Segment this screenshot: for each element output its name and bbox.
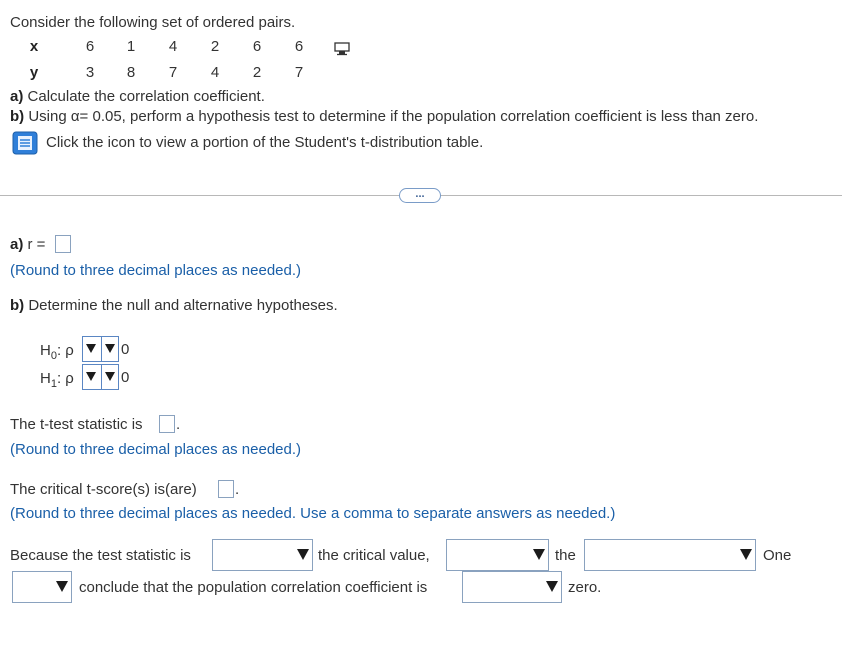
conclusion-text-6: zero. <box>568 579 602 596</box>
t-stat-label: The t-test statistic is <box>10 416 143 433</box>
part-a-text: Calculate the correlation coefficient. <box>27 88 265 105</box>
critical-note: (Round to three decimal places as needed. Use a comma to separate answers as needed.) <box>10 505 616 522</box>
chevron-down-icon <box>86 344 96 353</box>
question-intro: Consider the following set of ordered pairs. <box>10 14 296 31</box>
chevron-down-icon <box>56 581 68 592</box>
hypotheses-text: Determine the null and alternative hypotheses. <box>28 297 338 314</box>
conclusion-text-3: the <box>555 547 576 564</box>
h0-operator-select[interactable] <box>82 336 102 362</box>
r-label: r = <box>27 236 46 253</box>
table-cell: 6 <box>294 38 304 55</box>
chevron-down-icon <box>740 549 752 560</box>
table-cell: 6 <box>85 38 95 55</box>
h0-label <box>40 342 74 362</box>
copy-data-icon[interactable] <box>334 42 352 60</box>
part-a-label: a) <box>10 88 24 105</box>
t-table-icon[interactable] <box>12 131 38 159</box>
x-header: x <box>29 38 39 55</box>
t-stat-input[interactable] <box>159 415 175 433</box>
conclusion-text-1: Because the test statistic is <box>10 547 191 564</box>
part-b-instruction <box>10 108 758 125</box>
table-cell: 4 <box>210 64 220 81</box>
t-table-link[interactable]: Click the icon to view a portion of the Student's t-distribution table. <box>46 134 484 151</box>
table-cell: 8 <box>126 64 136 81</box>
chevron-down-icon <box>105 344 115 353</box>
table-cell: 3 <box>85 64 95 81</box>
critical-input[interactable] <box>218 480 234 498</box>
answer-b-label: b) <box>10 297 25 314</box>
chevron-down-icon <box>297 549 309 560</box>
relation-select[interactable] <box>462 571 562 603</box>
alpha-symbol: α <box>70 108 80 125</box>
critical-period: . <box>235 481 240 498</box>
t-stat-period: . <box>176 416 181 433</box>
part-b-label: b) <box>10 108 25 125</box>
hypotheses-instruction <box>10 297 338 314</box>
part-b-text-1: Using <box>28 108 67 125</box>
h1-letter: H <box>40 370 51 387</box>
part-a-instruction <box>10 88 265 105</box>
h1-rho: : ρ <box>56 370 74 387</box>
table-cell: 2 <box>210 38 220 55</box>
answer-a-label: a) <box>10 236 24 253</box>
r-input[interactable] <box>55 235 71 253</box>
decision-select[interactable] <box>446 539 549 571</box>
table-cell: 7 <box>168 64 178 81</box>
chevron-down-icon <box>86 372 96 381</box>
round-note-2: (Round to three decimal places as needed.) <box>10 441 302 458</box>
y-header: y <box>29 64 39 81</box>
conclusion-text-2: the critical value, <box>318 547 430 564</box>
conclusion-text-4: One <box>763 547 792 564</box>
table-cell: 4 <box>168 38 178 55</box>
comparison-select[interactable] <box>212 539 313 571</box>
r-row <box>10 236 45 253</box>
conclusion-text-5: conclude that the population correlation coefficient is <box>79 579 428 596</box>
chevron-down-icon <box>533 549 545 560</box>
table-cell: 2 <box>252 64 262 81</box>
h1-operator-select[interactable] <box>82 364 102 390</box>
h0-letter: H <box>40 342 51 359</box>
round-note: (Round to three decimal places as needed.) <box>10 262 302 279</box>
h0-value: 0 <box>121 341 130 358</box>
h1-subscript: 1 <box>50 378 57 390</box>
chevron-down-icon <box>546 581 558 592</box>
can-cannot-select[interactable] <box>12 571 72 603</box>
chevron-down-icon <box>105 372 115 381</box>
h1-operator-select-arrow[interactable] <box>101 364 119 390</box>
critical-label: The critical t-score(s) is(are) <box>10 481 197 498</box>
expand-toggle-button[interactable]: ... <box>399 188 441 203</box>
table-cell: 6 <box>252 38 262 55</box>
h0-subscript: 0 <box>50 350 57 362</box>
part-b-text-2: = 0.05, perform a hypothesis test to determine if the population correlation coefficient is less than zero. <box>79 108 759 125</box>
table-cell: 1 <box>126 38 136 55</box>
h0-rho: : ρ <box>56 342 74 359</box>
table-cell: 7 <box>294 64 304 81</box>
h1-label <box>40 370 74 390</box>
hypothesis-select[interactable] <box>584 539 756 571</box>
h1-value: 0 <box>121 369 130 386</box>
h0-operator-select-arrow[interactable] <box>101 336 119 362</box>
